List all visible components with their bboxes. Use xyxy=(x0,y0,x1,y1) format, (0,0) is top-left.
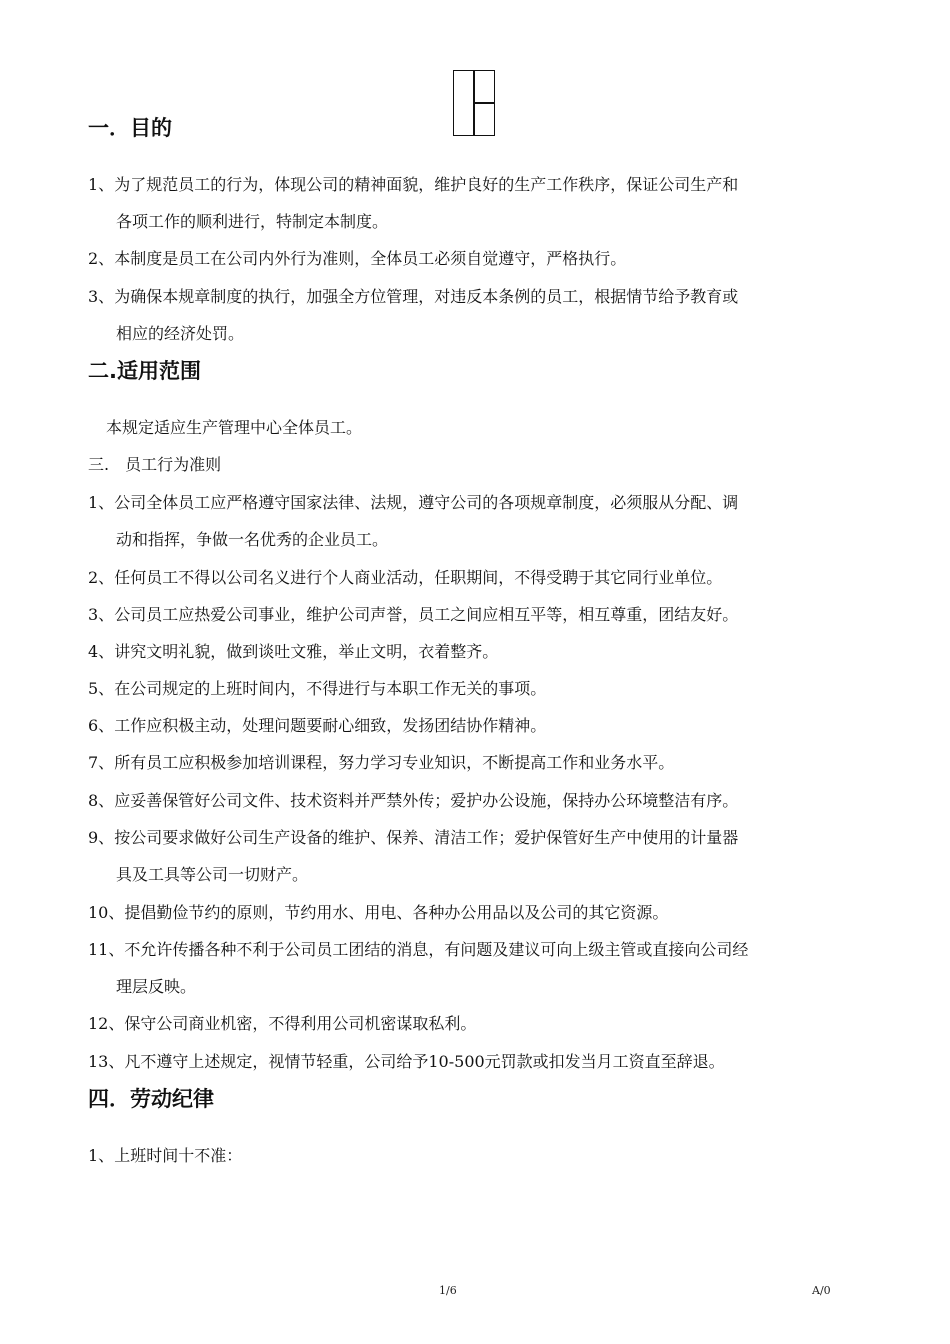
item-number: 2、 xyxy=(88,249,115,268)
logo-box-graphic xyxy=(453,70,495,136)
item-text: 不允许传播各种不利于公司员工团结的消息，有问题及建议可向上级主管或直接向公司经 xyxy=(124,940,749,959)
item-number: 3、 xyxy=(88,287,115,306)
item-text-continuation: 各项工作的顺利进行，特制定本制度。 xyxy=(116,212,389,231)
item-text: 在公司规定的上班时间内，不得进行与本职工作无关的事项。 xyxy=(114,679,547,698)
item-text: 提倡勤俭节约的原则，节约用水、用电、各种办公用品以及公司的其它资源。 xyxy=(124,903,669,922)
list-item xyxy=(88,278,878,315)
list-item xyxy=(88,1137,878,1174)
item-text: 公司员工应热爱公司事业，维护公司声誉，员工之间应相互平等，相互尊重，团结友好。 xyxy=(114,605,739,624)
item-text: 保守公司商业机密，不得利用公司机密谋取私利。 xyxy=(124,1014,477,1033)
item-number: 9、 xyxy=(88,828,115,847)
item-text: 讲究文明礼貌，做到谈吐文雅，举止文明，衣着整齐。 xyxy=(114,642,499,661)
list-item xyxy=(88,707,878,744)
item-text: 任何员工不得以公司名义进行个人商业活动，任职期间，不得受聘于其它同行业单位。 xyxy=(114,568,723,587)
item-number: 3、 xyxy=(88,605,115,624)
document-version: A/0 xyxy=(812,1284,831,1297)
box-divider-horizontal xyxy=(473,102,495,104)
item-number: 5、 xyxy=(88,679,115,698)
list-item xyxy=(88,633,878,670)
item-number: 1、 xyxy=(88,1146,115,1165)
item-text: 公司全体员工应严格遵守国家法律、法规，遵守公司的各项规章制度，必须服从分配、调 xyxy=(114,493,739,512)
list-item xyxy=(88,931,878,968)
item-text: 为了规范员工的行为，体现公司的精神面貌，维护良好的生产工作秩序，保证公司生产和 xyxy=(114,175,739,194)
item-text: 应妥善保管好公司文件、技术资料并严禁外传；爱护办公设施，保持办公环境整洁有序。 xyxy=(114,791,739,810)
item-text: 按公司要求做好公司生产设备的维护、保养、清洁工作；爱护保管好生产中使用的计量器 xyxy=(114,828,739,847)
section-heading-purpose: 一．目的 xyxy=(88,116,172,140)
list-item xyxy=(88,819,878,856)
list-item xyxy=(88,559,878,596)
section-heading-conduct: 三. 员工行为准则 xyxy=(88,455,222,474)
item-text: 所有员工应积极参加培训课程，努力学习专业知识，不断提高工作和业务水平。 xyxy=(114,753,675,772)
section-heading-discipline: 四．劳动纪律 xyxy=(88,1087,214,1111)
list-item xyxy=(88,240,878,277)
page-number: 1/6 xyxy=(439,1284,457,1297)
item-text-continuation: 相应的经济处罚。 xyxy=(116,324,245,343)
item-number: 4、 xyxy=(88,642,115,661)
section-heading-scope: 二.适用范围 xyxy=(88,359,201,383)
list-item xyxy=(88,782,878,819)
item-text: 为确保本规章制度的执行，加强全方位管理，对违反本条例的员工，根据情节给予教育或 xyxy=(114,287,739,306)
item-text-continuation: 理层反映。 xyxy=(116,977,197,996)
list-item xyxy=(88,484,878,521)
list-item xyxy=(88,596,878,633)
list-item xyxy=(88,670,878,707)
item-number: 1、 xyxy=(88,493,115,512)
item-number: 2、 xyxy=(88,568,115,587)
list-item xyxy=(88,894,878,931)
item-number: 6、 xyxy=(88,716,115,735)
item-number: 11、 xyxy=(88,940,125,959)
item-number: 12、 xyxy=(88,1014,125,1033)
list-item xyxy=(88,1043,878,1080)
item-text: 工作应积极主动，处理问题要耐心细致，发扬团结协作精神。 xyxy=(114,716,547,735)
item-number: 10、 xyxy=(88,903,125,922)
item-number: 8、 xyxy=(88,791,115,810)
item-number: 7、 xyxy=(88,753,115,772)
item-text: 本制度是员工在公司内外行为准则，全体员工必须自觉遵守，严格执行。 xyxy=(114,249,627,268)
item-text: 上班时间十不准： xyxy=(114,1146,243,1165)
list-item xyxy=(88,166,878,203)
item-number: 1、 xyxy=(88,175,115,194)
item-text-continuation: 具及工具等公司一切财产。 xyxy=(116,865,309,884)
item-number: 13、 xyxy=(88,1052,125,1071)
list-item xyxy=(88,1005,878,1042)
scope-text: 本规定适应生产管理中心全体员工。 xyxy=(106,418,363,437)
list-item xyxy=(88,744,878,781)
item-text: 凡不遵守上述规定，视情节轻重，公司给予10-500元罚款或扣发当月工资直至辞退。 xyxy=(124,1052,725,1071)
item-text-continuation: 动和指挥，争做一名优秀的企业员工。 xyxy=(116,530,389,549)
